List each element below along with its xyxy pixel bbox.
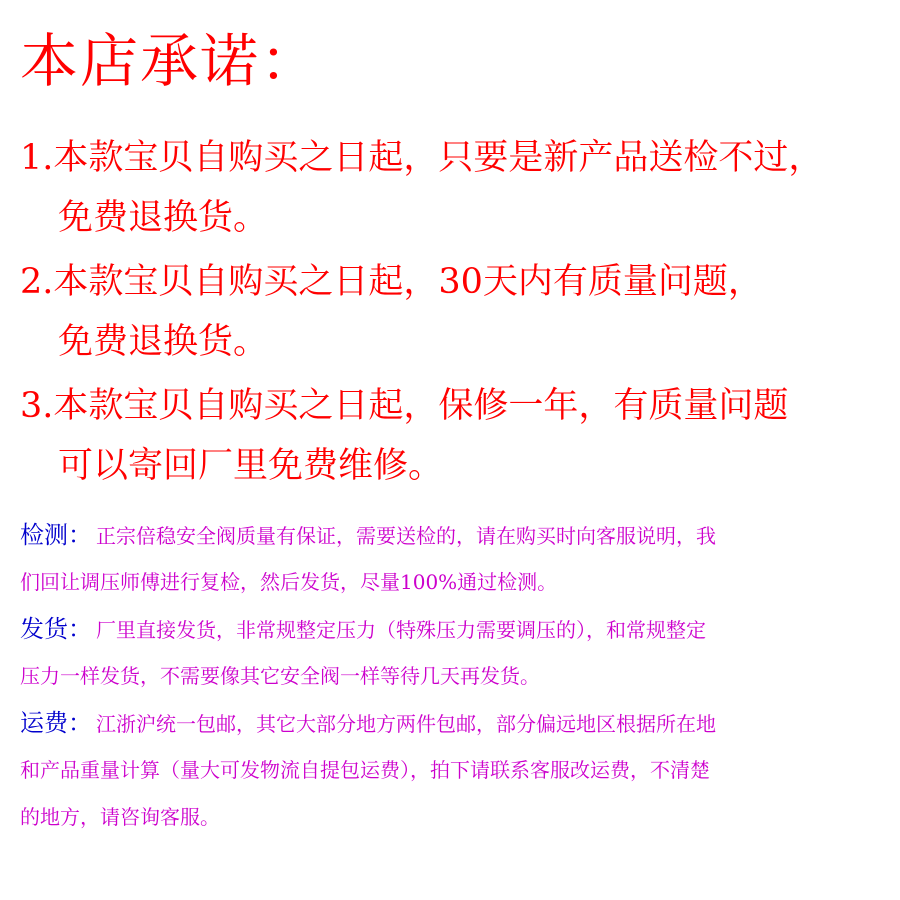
freight-row-1 xyxy=(20,700,884,747)
inspection-row-1 xyxy=(20,512,884,559)
promise-item-1 xyxy=(20,128,823,248)
inspection-label: 检测： xyxy=(20,521,92,549)
inspection-section xyxy=(20,512,884,606)
page-title: 本店承诺： xyxy=(20,27,321,95)
shipping-text-1: 厂里直接发货，非常规整定压力（特殊压力需要调压的），和常规整定 xyxy=(96,618,706,642)
promise-item-3 xyxy=(20,376,788,496)
promise-2-line-1: 2.本款宝贝自购买之日起，30天内有质量问题， xyxy=(20,262,763,302)
promise-1-line-1: 1.本款宝贝自购买之日起，只要是新产品送检不过， xyxy=(20,138,824,178)
freight-row-3 xyxy=(20,794,884,841)
freight-label: 运费： xyxy=(20,709,92,737)
inspection-row-2 xyxy=(20,559,884,606)
shipping-row-1 xyxy=(20,606,884,653)
promise-2-line-2: 免费退换货。 xyxy=(58,322,269,362)
inspection-text-2: 们回让调压师傅进行复检，然后发货，尽量100%通过检测。 xyxy=(20,570,558,594)
promise-3-line-2: 可以寄回厂里免费维修。 xyxy=(58,446,444,486)
shipping-label: 发货： xyxy=(20,615,92,643)
shipping-row-2 xyxy=(20,653,884,700)
freight-text-1: 江浙沪统一包邮，其它大部分地方两件包邮，部分偏远地区根据所在地 xyxy=(96,712,716,736)
promise-3-line-1: 3.本款宝贝自购买之日起，保修一年，有质量问题 xyxy=(20,386,789,426)
promise-item-2 xyxy=(20,252,763,372)
shipping-text-2: 压力一样发货，不需要像其它安全阀一样等待几天再发货。 xyxy=(20,664,540,688)
freight-section xyxy=(20,700,884,841)
freight-text-3: 的地方，请咨询客服。 xyxy=(20,805,220,829)
freight-text-2: 和产品重量计算（量大可发物流自提包运费），拍下请联系客服改运费，不清楚 xyxy=(20,758,710,782)
promise-1-line-2: 免费退换货。 xyxy=(58,198,269,238)
inspection-text-1: 正宗倍稳安全阀质量有保证，需要送检的，请在购买时向客服说明，我 xyxy=(96,524,716,548)
shipping-section xyxy=(20,606,884,700)
freight-row-2 xyxy=(20,747,884,794)
